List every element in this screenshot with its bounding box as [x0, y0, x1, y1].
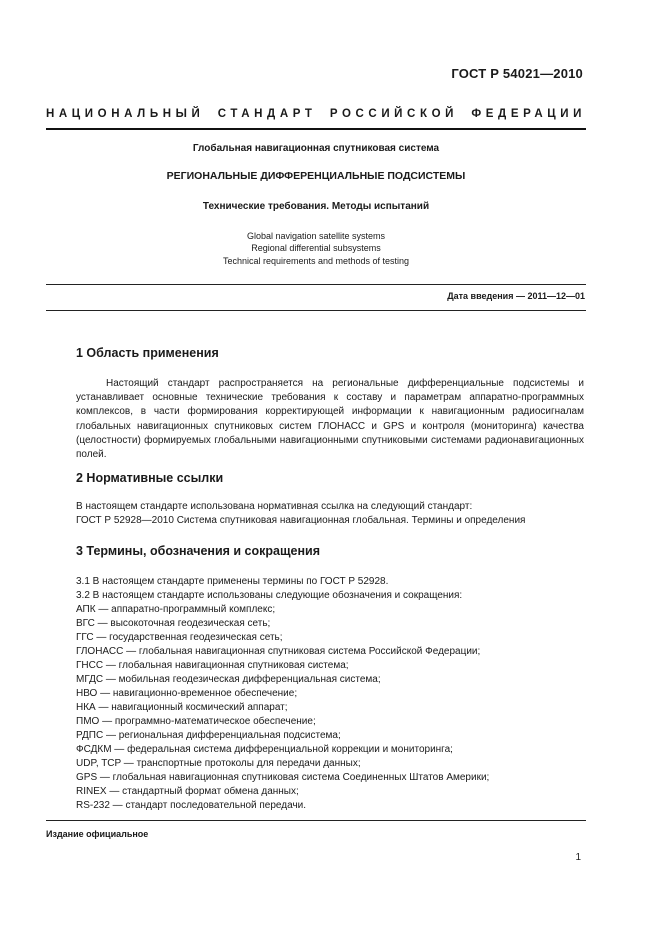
doc-number: ГОСТ Р 54021—2010	[451, 66, 583, 81]
footer-divider	[46, 820, 586, 821]
abbreviation-item: ФСДКМ — федеральная система дифференциальной коррекции и мониторинга;	[76, 744, 453, 755]
date-divider-top	[46, 284, 586, 285]
terms-line: 3.2 В настоящем стандарте использованы следующие обозначения и сокращения:	[76, 590, 463, 601]
abbreviation-item: ГНСС — глобальная навигационная спутниковая система;	[76, 660, 349, 671]
national-title-word: РОССИЙСКОЙ	[329, 108, 458, 120]
abbreviation-item: RS-232 — стандарт последовательной передачи.	[76, 800, 307, 811]
official-edition-label: Издание официальное	[46, 829, 149, 839]
abbreviation-item: GPS — глобальная навигационная спутниковая система Соединенных Штатов Америки;	[76, 772, 490, 783]
english-title-line: Technical requirements and methods of testing	[222, 256, 410, 266]
document-main-title: РЕГИОНАЛЬНЫЕ ДИФФЕРЕНЦИАЛЬНЫЕ ПОДСИСТЕМЫ	[166, 170, 466, 182]
abbreviation-item: UDP, TCP — транспортные протоколы для передачи данных;	[76, 758, 361, 769]
abbreviation-item: ПМО — программно-математическое обеспечение;	[76, 716, 316, 727]
english-title-line: Global navigation satellite systems	[246, 231, 386, 241]
page-number: 1	[575, 852, 581, 863]
abbreviation-item: РДПС — региональная дифференциальная подсистема;	[76, 730, 341, 741]
national-title-word: СТАНДАРТ	[217, 108, 317, 120]
abbreviation-item: МГДС — мобильная геодезическая дифференциальная система;	[76, 674, 381, 685]
national-title-word: НАЦИОНАЛЬНЫЙ	[46, 108, 205, 120]
abbreviation-item: RINEX — стандартный формат обмена данных;	[76, 786, 299, 797]
terms-line: 3.1 В настоящем стандарте применены термины по ГОСТ Р 52928.	[76, 576, 389, 587]
date-divider-bottom	[46, 310, 586, 311]
english-title-line: Regional differential subsystems	[251, 243, 381, 253]
scope-text: Настоящий стандарт распространяется на региональные дифференциальные подсистемы и устанавливает основные технические требования к составу и параметрам аппаратно-программных комплексов, в части формирования корректирующей информации к навигационным радиосигналам глобальных навигационных спутниковых систем ГЛОНАСС и GPS и контроля (мониторинга) качества (целостности) формируемых глобальными навигационными спутниковыми системами радионавигационных полей.	[76, 378, 584, 461]
document-tech-title: Технические требования. Методы испытаний	[202, 201, 430, 212]
section-heading-terms: 3 Термины, обозначения и сокращения	[76, 544, 321, 558]
section-heading-scope: 1 Область применения	[76, 346, 219, 360]
abbreviation-item: ГГС — государственная геодезическая сеть;	[76, 632, 283, 643]
abbreviation-item: АПК — аппаратно-программный комплекс;	[76, 604, 276, 615]
references-line: В настоящем стандарте использована нормативная ссылка на следующий стандарт:	[76, 501, 473, 512]
date-introduced: Дата введения — 2011—12—01	[447, 291, 585, 301]
scope-paragraph	[76, 377, 584, 462]
abbreviation-item: НКА — навигационный космический аппарат;	[76, 702, 288, 713]
national-title-word: ФЕДЕРАЦИИ	[471, 108, 586, 120]
document-subtitle: Глобальная навигационная спутниковая система	[192, 143, 440, 154]
header-divider	[46, 128, 586, 130]
section-heading-references: 2 Нормативные ссылки	[76, 471, 224, 485]
references-line: ГОСТ Р 52928—2010 Система спутниковая навигационная глобальная. Термины и определения	[76, 515, 526, 526]
abbreviation-item: НВО — навигационно-временное обеспечение;	[76, 688, 298, 699]
abbreviation-item: ГЛОНАСС — глобальная навигационная спутниковая система Российской Федерации;	[76, 646, 481, 657]
national-standard-title	[46, 108, 586, 120]
abbreviation-item: ВГС — высокоточная геодезическая сеть;	[76, 618, 271, 629]
